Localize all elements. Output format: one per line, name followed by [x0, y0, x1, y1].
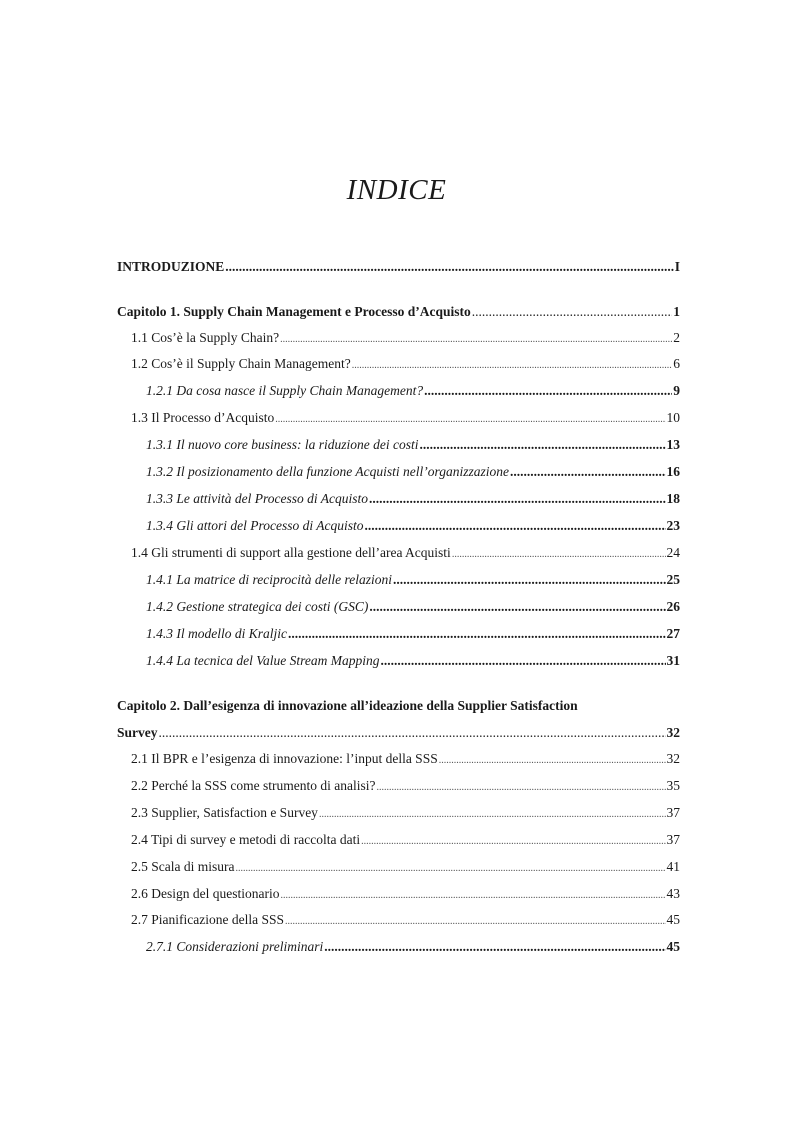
toc-entry-1-2[interactable] [131, 355, 680, 375]
toc-entry-page: 31 [666, 653, 680, 668]
toc-entry-label: 1.4 Gli strumenti di support alla gestione dell’area Acquisti [131, 545, 451, 560]
leader-dots [424, 382, 672, 400]
leader-dots [369, 598, 665, 616]
toc-entry-label: 2.4 Tipi di survey e metodi di raccolta dati [131, 832, 361, 847]
leader-dots [319, 806, 666, 824]
toc-entry-page: 37 [666, 832, 680, 847]
toc-entry-label: 1.4.2 Gestione strategica dei costi (GSC) [146, 599, 369, 614]
toc-entry-label: 1.3.3 Le attività del Processo di Acquisto [146, 491, 368, 506]
toc-entry-label: 1.2 Cos’è il Supply Chain Management? [131, 356, 351, 371]
toc-entry-page: 25 [666, 572, 680, 587]
toc-entry-page: 35 [666, 778, 680, 793]
toc-entry-1-1[interactable] [131, 329, 680, 349]
toc-entry-1-3-4[interactable] [146, 517, 680, 535]
toc-entry-page: 27 [666, 626, 680, 641]
toc-entry-page: 24 [666, 545, 680, 560]
toc-entry-label: 1.4.3 Il modello di Kraljic [146, 626, 287, 641]
toc-entry-page: 37 [666, 805, 680, 820]
leader-dots [280, 887, 665, 905]
toc-entry-page: 13 [666, 437, 680, 452]
toc-entry-label: 1.2.1 Da cosa nasce il Supply Chain Management? [146, 383, 424, 398]
leader-dots [369, 490, 666, 508]
page-title: INDICE [346, 174, 447, 206]
toc-entry-label: 1.4.4 La tecnica del Value Stream Mapping [146, 653, 380, 668]
toc-entry-page: 1 [673, 304, 680, 319]
toc-entry-page: 32 [666, 725, 680, 740]
toc-entry-chapter-2-line1[interactable]: Capitolo 2. Dall’esigenza di innovazione all’ideazione della Supplier Satisfaction [117, 698, 578, 713]
toc-entry-2-1[interactable] [131, 750, 680, 770]
toc-entry-label: INTRODUZIONE [117, 259, 225, 274]
toc-entry-page: 6 [673, 356, 680, 371]
leader-dots [159, 724, 666, 742]
toc-entry-label: 2.7 Pianificazione della SSS [131, 912, 284, 927]
toc-entry-2-2[interactable] [131, 777, 680, 797]
leader-dots [393, 571, 666, 589]
leader-dots [280, 331, 672, 349]
leader-dots [285, 913, 666, 931]
toc-entry-page: 10 [666, 410, 680, 425]
toc-entry-2-3[interactable] [131, 804, 680, 824]
leader-dots [288, 625, 666, 643]
toc-entry-label: 2.6 Design del questionario [131, 886, 280, 901]
toc-entry-label: 2.1 Il BPR e l’esigenza di innovazione: l’input della SSS [131, 751, 438, 766]
toc-entry-page: 45 [666, 939, 680, 954]
toc-entry-2-6[interactable] [131, 885, 680, 905]
toc-entry-1-4-1[interactable] [146, 571, 680, 589]
toc-entry-label: 1.3.4 Gli attori del Processo di Acquisto [146, 518, 364, 533]
toc-entry-page: 43 [666, 886, 680, 901]
toc-entry-page: 45 [666, 912, 680, 927]
toc-entry-1-4-2[interactable] [146, 598, 680, 616]
toc-entry-2-7-1[interactable] [146, 938, 680, 956]
toc-entry-page: 32 [666, 751, 680, 766]
toc-entry-chapter-2[interactable] [117, 724, 680, 742]
leader-dots [510, 463, 666, 481]
toc-entry-page: 18 [666, 491, 680, 506]
toc-entry-introduzione[interactable] [117, 258, 680, 276]
toc-entry-label: 1.3 Il Processo d’Acquisto [131, 410, 275, 425]
toc-entry-page: 26 [666, 599, 680, 614]
toc-entry-page: I [674, 259, 680, 274]
toc-entry-chapter-1[interactable] [117, 303, 680, 321]
toc-entry-label: 1.3.2 Il posizionamento della funzione Acquisti nell’organizzazione [146, 464, 509, 479]
toc-entry-page: 23 [666, 518, 680, 533]
leader-dots [365, 517, 666, 535]
toc-entry-2-4[interactable] [131, 831, 680, 851]
toc-entry-1-4-4[interactable] [146, 652, 680, 670]
toc-entry-2-7[interactable] [131, 911, 680, 931]
toc-entry-1-3[interactable] [131, 409, 680, 429]
toc-entry-label: 2.2 Perché la SSS come strumento di analisi? [131, 778, 376, 793]
leader-dots [235, 860, 665, 878]
toc-entry-1-4[interactable] [131, 544, 680, 564]
toc-entry-label: Survey [117, 725, 158, 740]
leader-dots [376, 779, 665, 797]
toc-entry-1-3-2[interactable] [146, 463, 680, 481]
toc-entry-label: 1.4.1 La matrice di reciprocità delle relazioni [146, 572, 392, 587]
toc-entry-label: 2.5 Scala di misura [131, 859, 235, 874]
toc-entry-label: 2.7.1 Considerazioni preliminari [146, 939, 324, 954]
leader-dots [225, 258, 673, 276]
toc-entry-page: 2 [673, 330, 680, 345]
leader-dots [324, 938, 665, 956]
toc-entry-2-5[interactable] [131, 858, 680, 878]
toc-entry-page: 9 [673, 383, 680, 398]
toc-entry-page: 16 [666, 464, 680, 479]
toc-entry-1-3-1[interactable] [146, 436, 680, 454]
toc-entry-label: Capitolo 1. Supply Chain Management e Processo d’Acquisto [117, 304, 471, 319]
leader-dots [452, 546, 666, 564]
toc-entry-1-3-3[interactable] [146, 490, 680, 508]
leader-dots [419, 436, 665, 454]
leader-dots [275, 411, 665, 429]
leader-dots [439, 752, 666, 770]
toc-entry-1-4-3[interactable] [146, 625, 680, 643]
leader-dots [380, 652, 665, 670]
toc-entry-label: 1.1 Cos’è la Supply Chain? [131, 330, 280, 345]
toc-entry-label: 1.3.1 Il nuovo core business: la riduzione dei costi [146, 437, 419, 452]
leader-dots [472, 303, 672, 321]
leader-dots [352, 357, 673, 375]
leader-dots [361, 833, 665, 851]
toc-entry-label: 2.3 Supplier, Satisfaction e Survey [131, 805, 318, 820]
toc-entry-1-2-1[interactable] [146, 382, 680, 400]
toc-entry-page: 41 [666, 859, 680, 874]
